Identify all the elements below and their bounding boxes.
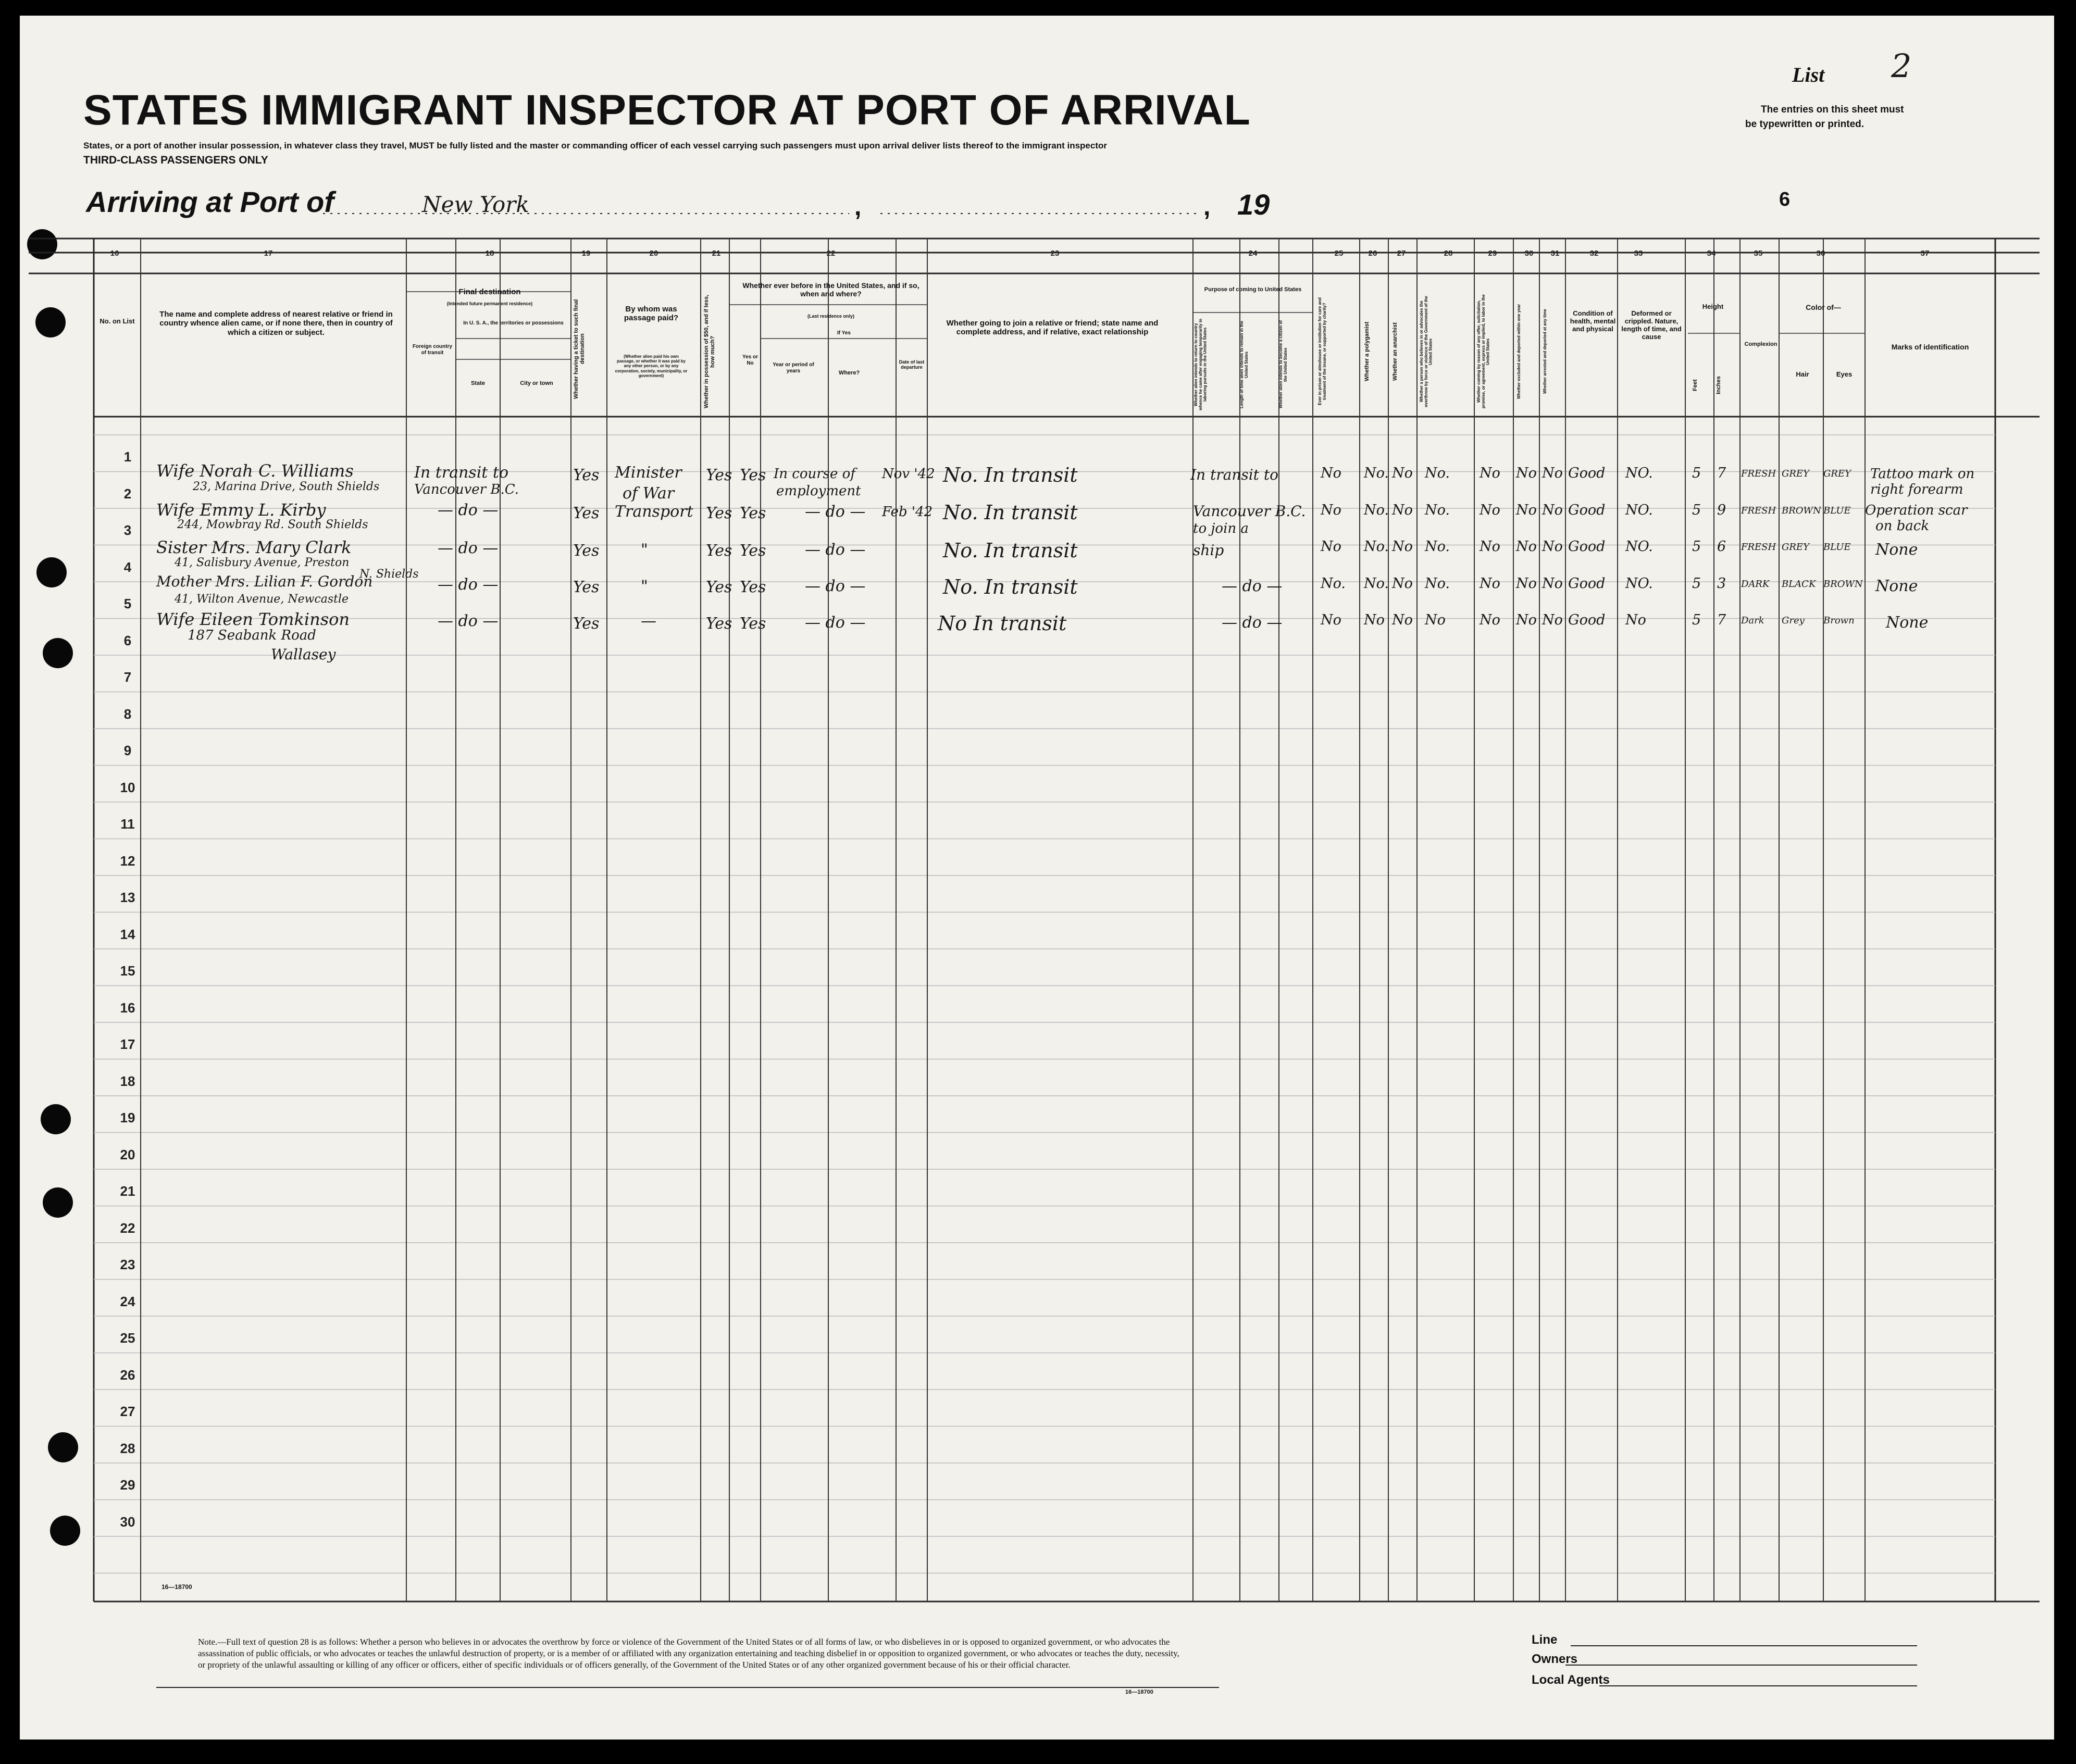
col-header-years: Year or period of years	[773, 362, 814, 374]
col-header-labor-offer: Whether coming by reason of any offer, solicitation, promise, or agreement, express or implied, to labor in the United States	[1476, 294, 1490, 409]
col-num-28: 28	[1444, 249, 1453, 258]
row-number: 20	[120, 1146, 135, 1162]
entry-1-c27: No	[1392, 465, 1413, 481]
line-label: Line	[1532, 1633, 1558, 1647]
entry-5-hair: Grey	[1782, 615, 1805, 626]
entry-1-complexion: FRESH	[1741, 468, 1776, 479]
entry-2-destination-city: Vancouver B.C.	[414, 482, 519, 497]
entry-5-c30: No	[1516, 612, 1537, 628]
entry-4-eyes: BROWN	[1823, 578, 1863, 590]
col-header-color: Color of—	[1806, 303, 1841, 311]
col-num-19: 19	[581, 249, 591, 258]
entry-3-relative: Sister Mrs. Mary Clark	[156, 537, 352, 557]
col-header-state: State	[471, 380, 485, 386]
page-title: STATES IMMIGRANT INSPECTOR AT PORT OF ARRIVAL	[83, 86, 1251, 134]
col-num-20: 20	[649, 249, 658, 258]
col-num-35: 35	[1754, 249, 1763, 258]
entry-3-c28: No.	[1425, 539, 1450, 555]
entry-4-destination: — do —	[438, 576, 499, 594]
entry-3-c31: No	[1542, 539, 1563, 555]
col-num-34: 34	[1707, 249, 1716, 258]
entry-2-hair: BROWN	[1782, 505, 1821, 516]
entry-2-c28: No.	[1425, 502, 1450, 518]
entry-1-c28: No.	[1425, 465, 1450, 481]
form-subtitle: States, or a port of another insular possession, in whatever class they travel, MUST be fully listed and the master or commanding officer of each vessel carrying such passengers must upon arrival deliver lists thereof to the immigrant inspector	[83, 141, 1107, 151]
col-header-join-relative: Whether going to join a relative or friend; state name and complete address, and if relative, exact relationship	[946, 319, 1159, 337]
entry-2-c31: No	[1542, 502, 1563, 518]
entry-2-health: Good	[1568, 502, 1606, 518]
entry-1-paid: Minister	[615, 464, 682, 482]
entry-2-c27: No	[1392, 502, 1413, 518]
owners-label: Owners	[1532, 1652, 1578, 1666]
col-num-25: 25	[1334, 249, 1344, 258]
entry-1-deformed: NO.	[1625, 465, 1653, 481]
entry-5-purpose: — do —	[1222, 614, 1283, 632]
entry-1-join: No. In transit	[943, 464, 1078, 486]
col-header-before-us-sub: (Last residence only)	[807, 314, 855, 319]
row-number: 18	[120, 1073, 135, 1089]
entry-2-ticket: Yes	[573, 504, 600, 522]
entry-4-relative: Mother Mrs. Lilian F. Gordon	[156, 573, 373, 590]
entry-1-purpose: In transit to	[1190, 466, 1278, 483]
footer-form-code: 16—18700	[1125, 1689, 1153, 1695]
col-header-feet: Feet	[1692, 379, 1698, 392]
col-num-36: 36	[1816, 249, 1825, 258]
row-number: 2	[123, 485, 132, 502]
entry-5-c27: No	[1392, 612, 1413, 628]
entry-3-paid: "	[641, 541, 648, 559]
col-num-37: 37	[1920, 249, 1930, 258]
arriving-port-label: Arriving at Port of	[86, 185, 334, 218]
entry-3-c30: No	[1516, 539, 1537, 555]
row-number: 16	[120, 999, 135, 1016]
entry-4-marks: None	[1875, 577, 1918, 595]
entry-5-c29: No	[1480, 612, 1500, 628]
col-header-health: Condition of health, mental and physical	[1570, 309, 1616, 333]
entry-1-c26: No.	[1364, 465, 1389, 481]
row-number: 21	[120, 1183, 135, 1199]
entry-1-marks-2: right forearm	[1870, 482, 1963, 497]
entry-4-join: No. In transit	[943, 576, 1078, 598]
entry-2-eyes: BLUE	[1823, 505, 1851, 516]
entry-3-c29: No	[1480, 539, 1500, 555]
entry-3-before: Yes	[740, 542, 766, 560]
entry-2-feet: 5	[1692, 502, 1701, 518]
entry-1-marks: Tattoo mark on	[1870, 466, 1975, 482]
sheet-instruction-2: be typewritten or printed.	[1745, 119, 1864, 130]
row-number: 27	[120, 1404, 135, 1419]
entry-4-before: Yes	[740, 578, 766, 596]
entry-2-before: Yes	[740, 504, 766, 522]
entry-5-feet: 5	[1692, 612, 1701, 628]
entry-1-destination: In transit to	[414, 464, 509, 482]
entry-4-paid: "	[641, 577, 648, 595]
entry-4-inches: 3	[1717, 575, 1726, 592]
list-label: List	[1792, 63, 1825, 86]
row-number: 22	[120, 1220, 135, 1236]
entry-3-join: No. In transit	[943, 539, 1078, 562]
entry-5-before: Yes	[740, 615, 766, 633]
entry-3-purpose-2: ship	[1193, 542, 1224, 559]
entry-5-relative: Wife Eileen Tomkinson	[156, 609, 350, 629]
entry-1-c29: No	[1480, 465, 1500, 481]
sheet-instruction-1: The entries on this sheet must	[1761, 104, 1904, 115]
entry-4-hair: BLACK	[1782, 578, 1816, 590]
entry-1-money: Yes	[706, 466, 732, 484]
entry-2-deformed: NO.	[1625, 502, 1653, 518]
entry-4-money: Yes	[706, 578, 732, 596]
entry-4-years: — do —	[805, 577, 866, 595]
col-header-passage-paid: By whom was passage paid?	[624, 305, 679, 323]
col-header-marks: Marks of identification	[1891, 343, 1969, 351]
entry-3-inches: 6	[1717, 539, 1726, 555]
entry-1-c25: No	[1321, 465, 1341, 481]
col-num-29: 29	[1488, 249, 1497, 258]
col-header-yes-no: Yes or No	[742, 354, 759, 366]
entry-2-c26: No.	[1364, 502, 1389, 518]
entry-3-address: 41, Salisbury Avenue, Preston	[175, 556, 350, 569]
col-header-excluded: Whether excluded and deported within one year	[1516, 304, 1521, 399]
entry-3-complexion: FRESH	[1741, 542, 1776, 553]
col-num-22: 22	[826, 249, 836, 258]
entry-3-c25: No	[1321, 539, 1341, 555]
form-code: 16—18700	[161, 1583, 192, 1591]
entry-3-eyes: BLUE	[1823, 542, 1851, 553]
entry-2-paid: Transport	[615, 503, 693, 521]
entry-2-join: No. In transit	[943, 501, 1078, 524]
entry-4-deformed: NO.	[1625, 575, 1653, 592]
entry-3-c27: No	[1392, 539, 1413, 555]
row-number: 17	[120, 1036, 135, 1052]
row-number: 8	[123, 706, 132, 722]
entry-2-marks: Operation scar	[1865, 503, 1968, 518]
page-number: 6	[1779, 189, 1791, 210]
entry-3-ticket: Yes	[573, 542, 600, 560]
col-header-anarchist: Whether an anarchist	[1392, 322, 1398, 381]
entry-5-c31: No	[1542, 612, 1563, 628]
entry-1-health: Good	[1568, 465, 1606, 481]
entry-2-c25: No	[1321, 502, 1341, 518]
row-number: 5	[123, 596, 132, 611]
row-number: 7	[123, 669, 132, 685]
entry-4-c31: No	[1542, 575, 1563, 592]
col-header-final-destination: Final destination	[458, 287, 521, 296]
col-header-passage-paid-sub: (Whether alien paid his own passage, or whether it was paid by any other person, or by any corporation, society, municipality, or government)	[615, 354, 688, 378]
entry-3-years: — do —	[805, 541, 866, 559]
entry-5-destination: — do —	[438, 612, 499, 630]
row-number: 9	[123, 743, 132, 758]
entry-3-feet: 5	[1692, 539, 1701, 555]
row-number: 15	[120, 963, 135, 979]
row-number: 25	[120, 1330, 135, 1346]
entry-1-address: 23, Marina Drive, South Shields	[193, 480, 380, 493]
entry-1-paid-2: of War	[623, 484, 675, 503]
entry-2-inches: 9	[1717, 502, 1726, 518]
entry-3-deformed: NO.	[1625, 539, 1653, 555]
entry-5-paid: —	[641, 612, 656, 630]
entry-2-purpose: Vancouver B.C.	[1193, 503, 1306, 520]
row-number: 30	[120, 1513, 135, 1530]
entry-3-hair: GREY	[1782, 542, 1809, 553]
entry-3-destination: — do —	[438, 539, 499, 557]
col-header-overthrow: Whether a person who believes in or advocates the overthrow by force or violence of the Government of the United States	[1419, 296, 1433, 407]
col-header-departure-date: Date of last departure	[899, 359, 925, 370]
col-header-final-destination-sub: (Intended future permanent residence)	[446, 301, 533, 306]
col-num-17: 17	[264, 249, 273, 258]
col-header-inches: Inches	[1716, 376, 1722, 395]
col-header-complexion: Complexion	[1744, 341, 1777, 347]
row-number: 14	[120, 926, 135, 942]
row-number: 28	[120, 1440, 135, 1456]
entry-2-c30: No	[1516, 502, 1537, 518]
entry-1-ticket: Yes	[573, 466, 600, 484]
entry-4-c25: No.	[1321, 575, 1346, 592]
comma: ,	[1203, 193, 1211, 221]
entry-1-years: In course of	[774, 466, 855, 482]
col-header-city: City or town	[520, 380, 553, 386]
entry-5-inches: 7	[1717, 612, 1726, 628]
col-header-prison: Ever in prison or almshouse or institution for care and treatment of the insane, or supported by charity?	[1317, 297, 1327, 406]
row-number: 12	[120, 853, 135, 869]
col-header-hair: Hair	[1796, 370, 1809, 378]
col-num-32: 32	[1589, 249, 1599, 258]
entry-4-address: 41, Wilton Avenue, Newcastle	[175, 593, 349, 606]
row-number: 26	[120, 1367, 135, 1383]
local-agents-label: Local Agents	[1532, 1673, 1610, 1687]
entry-1-c30: No	[1516, 465, 1537, 481]
entry-2-marks-2: on back	[1875, 518, 1930, 534]
entry-1-c31: No	[1542, 465, 1563, 481]
entry-3-money: Yes	[706, 542, 732, 560]
col-num-30: 30	[1524, 249, 1534, 258]
entry-1-relative: Wife Norah C. Williams	[156, 461, 354, 481]
entry-5-years: — do —	[805, 614, 866, 632]
footer-note: Note.—Full text of question 28 is as follows: Whether a person who believes in or advocates the overthrow by force or violence of the Government of the United States or of all forms of law, or who disbelieves in or is opposed to organized government, or who advocates the assassination of public officials, or who advocates or teaches the unlawful destruction of property, or is a member of or affiliated with any organization entertaining and teaching disbelief in or opposition to organized government, or who advocates or teaches the duty, necessity, or propriety of the unlawful assaulting or killing of any officer or officers, either of specific individuals or of officers generally, of the Government of the United States or of any other organized government because of his or their official character.	[198, 1637, 1179, 1670]
col-header-relative: The name and complete address of nearest relative or friend in country whence alien came, or if none there, then in country of which a citizen or subject.	[159, 310, 393, 337]
row-number: 1	[123, 449, 132, 465]
col-num-16: 16	[110, 249, 119, 258]
row-number: 13	[120, 890, 135, 905]
col-num-33: 33	[1634, 249, 1643, 258]
entry-2-c29: No	[1480, 502, 1500, 518]
entry-5-complexion: Dark	[1741, 615, 1764, 626]
entry-4-complexion: DARK	[1741, 578, 1770, 590]
entry-5-health: Good	[1568, 612, 1606, 628]
col-header-foreign-transit: Foreign country of transit	[412, 344, 453, 356]
entry-4-feet: 5	[1692, 575, 1701, 592]
col-header-money: Whether in possession of $50, and if less, how much?	[703, 294, 716, 409]
entry-1-inches: 7	[1717, 465, 1726, 481]
row-number: 29	[120, 1477, 135, 1493]
entry-1-feet: 5	[1692, 465, 1701, 481]
class-line: THIRD-CLASS PASSENGERS ONLY	[83, 154, 268, 166]
year-prefix: 19	[1237, 188, 1270, 221]
list-number: 2	[1891, 47, 1912, 85]
row-number: 24	[120, 1293, 135, 1309]
col-num-21: 21	[712, 249, 721, 258]
col-header-purpose-return: Whether alien intends to return to country whence he came after engaging temporarily in laboring pursuits in the United States	[1194, 318, 1208, 411]
entry-4-c30: No	[1516, 575, 1537, 592]
entry-1-before: Yes	[740, 466, 766, 484]
entry-2-money: Yes	[706, 504, 732, 522]
col-header-purpose-citizen: Whether alien intends to become a citizen of the United States	[1278, 320, 1288, 409]
row-number: 10	[120, 779, 135, 795]
col-num-24: 24	[1248, 249, 1258, 258]
entry-4-c26: No.	[1364, 575, 1389, 592]
entry-1-years-2: employment	[776, 483, 861, 499]
entry-4-c27: No	[1392, 575, 1413, 592]
row-number: 3	[123, 522, 132, 538]
col-header-list-number: No. on List	[100, 317, 135, 325]
entry-5-marks: None	[1886, 614, 1929, 632]
entry-2-address: 244, Mowbray Rd. South Shields	[177, 518, 368, 531]
col-num-23: 23	[1050, 249, 1060, 258]
col-header-eyes: Eyes	[1836, 370, 1853, 378]
col-header-deported: Whether arrested and deported at any time	[1543, 309, 1547, 394]
row-number: 6	[123, 632, 132, 648]
entry-2-relative: Wife Emmy L. Kirby	[156, 500, 326, 520]
entry-4-health: Good	[1568, 575, 1606, 592]
entry-1-eyes: GREY	[1823, 468, 1851, 479]
entry-4-ticket: Yes	[573, 578, 600, 596]
entry-5-eyes: Brown	[1823, 615, 1855, 626]
entry-1-hair: GREY	[1782, 468, 1809, 479]
col-header-polygamist: Whether a polygamist	[1364, 321, 1370, 382]
entry-1-date: Nov '42	[882, 466, 935, 482]
entry-4-c28: No.	[1425, 575, 1450, 592]
col-num-31: 31	[1550, 249, 1560, 258]
entry-4-c29: No	[1480, 575, 1500, 592]
entry-4-purpose: — do —	[1222, 577, 1283, 595]
entry-5-join: No In transit	[938, 612, 1067, 635]
col-header-purpose-length: Length of time alien intends to remain in the United States	[1239, 321, 1249, 409]
entry-5-deformed: No	[1625, 612, 1646, 628]
entry-5-address: 187 Seabank Road	[188, 628, 316, 643]
entry-5-address-2: Wallasey	[271, 646, 336, 663]
entry-5-c26: No	[1364, 612, 1385, 628]
col-num-26: 26	[1368, 249, 1377, 258]
col-header-before-us: Whether ever before in the United States, and if so, when and where?	[742, 281, 919, 298]
entry-3-health: Good	[1568, 539, 1606, 555]
entry-5-c28: No	[1425, 612, 1446, 628]
col-header-where: Where?	[838, 370, 860, 376]
entry-5-ticket: Yes	[573, 615, 600, 633]
entry-2-years: — do —	[805, 503, 866, 521]
entry-3-c26: No.	[1364, 539, 1389, 555]
entry-5-c25: No	[1321, 612, 1341, 628]
row-number: 11	[120, 816, 135, 832]
entry-2-complexion: FRESH	[1741, 505, 1776, 516]
row-number: 23	[120, 1257, 135, 1272]
col-header-ticket: Whether having a ticket to such final destination	[573, 299, 586, 399]
col-header-usa: In U. S. A., the territories or possessions	[463, 320, 564, 326]
port-value: New York	[422, 192, 529, 217]
entry-3-purpose: to join a	[1193, 521, 1249, 536]
entry-5-money: Yes	[706, 615, 732, 633]
comma: ,	[854, 193, 862, 221]
col-header-purpose: Purpose of coming to United States	[1204, 286, 1302, 293]
col-num-27: 27	[1397, 249, 1406, 258]
entry-3-marks: None	[1875, 541, 1918, 559]
col-header-deformed: Deformed or crippled. Nature, length of time, and cause	[1621, 309, 1682, 341]
col-num-18: 18	[485, 249, 494, 258]
col-header-if-yes: If Yes	[837, 330, 851, 336]
row-number: 4	[123, 559, 132, 575]
entry-2-destination: — do —	[438, 501, 499, 519]
row-number: 19	[120, 1110, 135, 1125]
entry-4-relative-town: N. Shields	[359, 568, 419, 581]
entry-2-date: Feb '42	[882, 504, 933, 520]
col-header-height: Height	[1702, 303, 1724, 310]
